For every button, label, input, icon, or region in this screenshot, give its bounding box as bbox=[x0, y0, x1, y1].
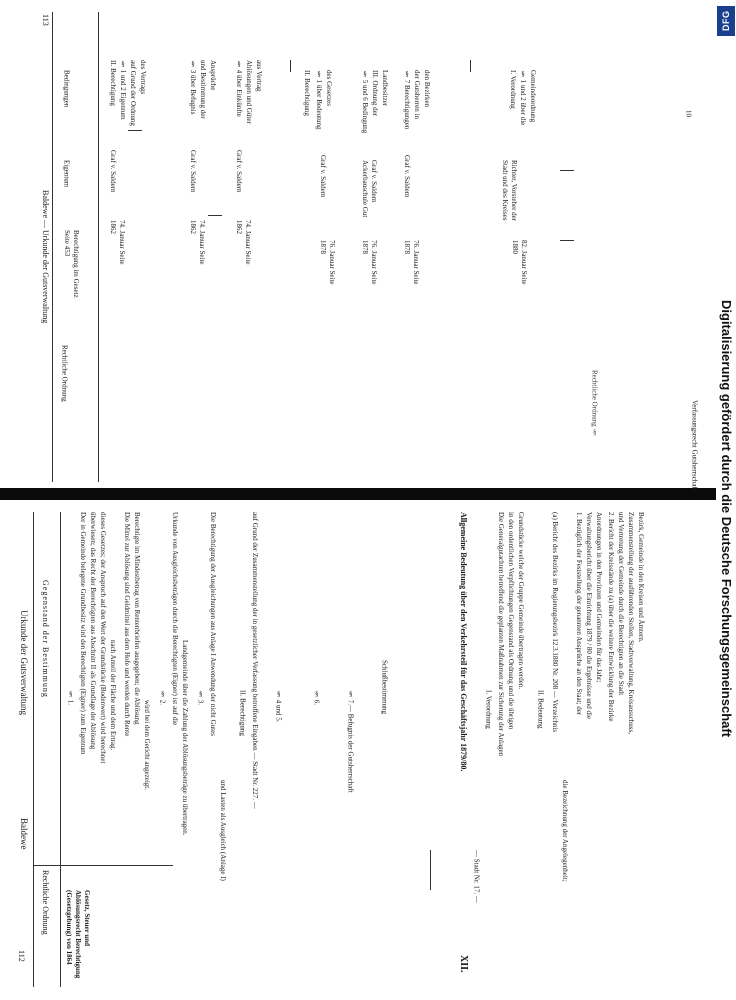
row-mark bbox=[208, 215, 222, 216]
row-date: 74. Januar Seite 1862 bbox=[235, 220, 252, 265]
para-1-line: dieses Gesetzes; der Anspruch auf den Wert der Grundstücke (Bodenwert) wird berechnet bbox=[99, 512, 107, 764]
para-2-line: Landgemeinde über die Zahlung der Ablösungsbeträge zu übertragen. bbox=[181, 640, 189, 836]
header-underline bbox=[98, 12, 99, 482]
section-XII-1-line: Grundstücke welche der Gruppe Gemeinde übertragen werden. bbox=[517, 512, 525, 690]
section-XII-2-line: und Vertretung der Gemeinde durch die Berechtigten an die Stadt bbox=[617, 512, 625, 696]
row-term: Ablösungen und Güter bbox=[245, 60, 253, 124]
dfg-watermark-text: Digitalisierung gefördert durch die Deutsche Forschungsgemeinschaft bbox=[719, 300, 734, 738]
row-date: 76. Januar Seite 1878 bbox=[403, 240, 420, 285]
section-XII-sub: — Stadt Nr. 17. — bbox=[472, 850, 481, 903]
header-underline bbox=[60, 512, 61, 987]
row-term: aus Vertrag bbox=[255, 60, 263, 92]
row-term: § 7 Berechtigungen bbox=[403, 70, 411, 130]
section-XII-2-line: Bezirk, Gemeinde in den Kreisen und Ämtern. bbox=[637, 512, 645, 643]
col-header-bedingungen: Bedingungen bbox=[62, 70, 71, 108]
section-II-heading: II. Berechtigung bbox=[238, 690, 247, 736]
row-term: der Gutsherren in bbox=[413, 70, 421, 119]
row-term: II. Berechtigung bbox=[109, 60, 117, 106]
row-term: des Vertrags bbox=[139, 60, 147, 95]
para-1-line: Der in Gemeinde belegene Grundbesitz wird den Berechtigten (Eigner) zum Eigentum bbox=[79, 512, 87, 755]
col-divider bbox=[33, 865, 173, 866]
row-term: auf Grund der Ordnung bbox=[129, 60, 137, 126]
header-rule bbox=[33, 512, 34, 987]
row-owner: Graf v. Saldern bbox=[189, 150, 197, 193]
running-head: Baldewe — Urkunde der Gutsverwaltung bbox=[40, 190, 50, 324]
section-XII-number: XII. bbox=[458, 955, 469, 973]
row-mark bbox=[560, 170, 574, 171]
section-XII-2-line: 2. Bericht der Kreisstände zu (a) über die weitere Entwicklung der Bezirke bbox=[607, 512, 615, 722]
short-rule bbox=[430, 850, 431, 890]
row-term: des Gesetzes bbox=[325, 70, 333, 106]
row-term: den Bezirken bbox=[423, 70, 431, 108]
running-head-center: Urkunde der Gutsverwaltung bbox=[18, 610, 29, 715]
header-rule bbox=[52, 12, 53, 482]
footnote: Verfassungsrecht Gutsherrschaft bbox=[690, 400, 699, 491]
section-XII-1-line: Die Generalgutachten betreffend die geplanten Maßnahmen zur Sicherung der Anlagen bbox=[497, 512, 505, 757]
col-header-rechtliche-ordnung: Rechtliche Ordnung bbox=[40, 870, 50, 935]
row-divider bbox=[470, 60, 471, 72]
dfg-logo: DFG bbox=[717, 6, 735, 36]
para-3-number: § 3. bbox=[196, 690, 205, 705]
folio-mark: 10 bbox=[684, 110, 693, 117]
para-3-line: Die Berechtigung der Ausgleichungen aus Anlage I Anwendung der nicht Gutes bbox=[209, 512, 217, 736]
row-mark bbox=[560, 240, 574, 241]
page-number: 113 bbox=[40, 14, 50, 26]
row-owner: Richter, Vorsteher der Stadt und des Kreises bbox=[501, 160, 518, 222]
para-1-line: nach Anteil der Fläche und dem Ertrag. bbox=[109, 640, 117, 751]
row-owner: Graf v. Saldern bbox=[403, 155, 411, 198]
section-XII-1-line: in den ordentlichen Verpflichtungen Gegenstand als Ordnung und die übrigen bbox=[507, 512, 515, 730]
row-term: Ansprüche bbox=[209, 60, 217, 91]
row-owner: Graf v. Saldern bbox=[109, 150, 117, 193]
row-term: Landbesitzer bbox=[381, 70, 389, 107]
para-1b-line: Berechtigte im Mindestbetrag von Rentenbriefen ausgegeben; die Ablösung bbox=[133, 512, 141, 725]
para-6: § 6. bbox=[312, 690, 321, 705]
row-date: 74. Januar Seite 1862 bbox=[109, 220, 126, 265]
para-2-line: Urkunde von Ausgleichsbeträgen durch die Berechtigten (Eigner) ist auf die bbox=[171, 512, 179, 726]
section-XII-2-heading: II. Bedeutung bbox=[536, 690, 545, 729]
section-XII-2-line: 1. Bezüglich der Feststellung der genannten Ansprüche an den Staat; der bbox=[575, 512, 583, 716]
side-note: Rechtliche Ordnung § bbox=[590, 370, 599, 437]
para-1-line: überwiesen; das Recht der Berechtigten aus Abschnitt II als Grundlage der Ablösung bbox=[89, 512, 97, 750]
section-XII-2-line: Verwaltungsbericht über die Einrichtung 1879 / 80 die Ergebnisse und die bbox=[585, 512, 593, 720]
para-7: § 7.— Befugnis der Gutsherrschaft bbox=[346, 690, 355, 793]
section-XII-title: Allgemeine Bedeutung über den Verkehrsteil für das Geschäftsjahr 1879/80. bbox=[458, 512, 468, 772]
running-head-left: Baldewe bbox=[18, 818, 29, 850]
section-XII-1-heading: I. Verordnung bbox=[484, 690, 493, 729]
row-term: § 4 über Einkünfte bbox=[235, 60, 243, 117]
row-divider bbox=[290, 60, 291, 72]
row-term: § 1 über Bedeutung bbox=[315, 70, 323, 130]
section-XII-2-line: Zusammenstellung der ausführenden Stellen, Stadtverwaltung, Kreisausschuss, bbox=[627, 512, 635, 735]
row-term: § 3 über Befugnis bbox=[189, 60, 197, 115]
row-date: 74. Januar Seite 1862 bbox=[189, 220, 206, 265]
section-II-text: auf Grund der Zusammenstellung der in gesetzlicher Verfassung betroffene Eingaben — Stadt Nr. 227. — bbox=[251, 512, 259, 809]
para-1-number: § 1. bbox=[66, 690, 75, 705]
row-owner: Graf v. Saldern Ackerbauschule Gut bbox=[361, 160, 378, 218]
row-term: I. Verordnung bbox=[509, 70, 517, 109]
row-mark bbox=[128, 130, 142, 131]
col-header-rechtliche-ordnung: Rechtliche Ordnung bbox=[60, 345, 69, 402]
row-owner: Graf v. Saldern bbox=[319, 155, 327, 198]
para-3-line: und Lasten als Ausgleich (Anlage I) bbox=[219, 780, 227, 881]
col-header-eigentum: Eigentum bbox=[62, 160, 71, 188]
row-term: und Bestimmung der bbox=[199, 60, 207, 119]
row-term: § 5 und 6 Bedingung bbox=[361, 70, 369, 134]
row-term: Gemeindeordnung bbox=[529, 70, 537, 123]
row-date: 76. Januar Seite 1878 bbox=[319, 240, 336, 285]
section-XII-2-line: Anordnungen in den Provinzen und Gemeinden für das Jahr; bbox=[595, 512, 603, 683]
col-header-gegenstand: Gegenstand der Bestimmung bbox=[40, 580, 50, 698]
page-number: 112 bbox=[16, 950, 26, 962]
binding-gutter bbox=[0, 488, 716, 500]
section-XII-2-line: (a) Bericht des Bezirks im Regierungsbezirk 12.3.1880 Nr. 208 — Verzeichnis bbox=[551, 512, 559, 733]
left-note: Gesetz, Steuer und Ablösungsrecht Berechtigung (Gesetzgebung) von 1864 bbox=[65, 890, 91, 979]
row-term: III. Ordnung der bbox=[371, 70, 379, 117]
para-1b-line: wird bei dem Gericht angezeigt. bbox=[143, 700, 151, 790]
row-owner: Graf v. Saldern bbox=[235, 150, 243, 193]
para-2-number: § 2. bbox=[158, 690, 167, 705]
row-date: 76. Januar Seite 1878 bbox=[361, 240, 378, 285]
row-date: 82. Januar Seite 1880 bbox=[511, 240, 528, 285]
row-term: § 1 und 2 Eigentum bbox=[119, 60, 127, 120]
schlussbestimmung: Schlußbestimmung bbox=[380, 660, 389, 715]
row-term: § 1 und 2 über die bbox=[519, 70, 527, 126]
section-XII-2-line: die Bezeichnung der Angelegenheit; bbox=[561, 780, 569, 882]
para-1b-line: Die Mittel zur Ablösung sind Geldmittel aus dem Hofe und werden durch Rente bbox=[123, 512, 131, 737]
row-term: II. Berechtigung bbox=[303, 70, 311, 116]
para-4-5: § 4 und 5. bbox=[274, 690, 283, 723]
col-header-berechtigung: Berechtigung im Gesetz Seite 453 bbox=[63, 230, 80, 298]
